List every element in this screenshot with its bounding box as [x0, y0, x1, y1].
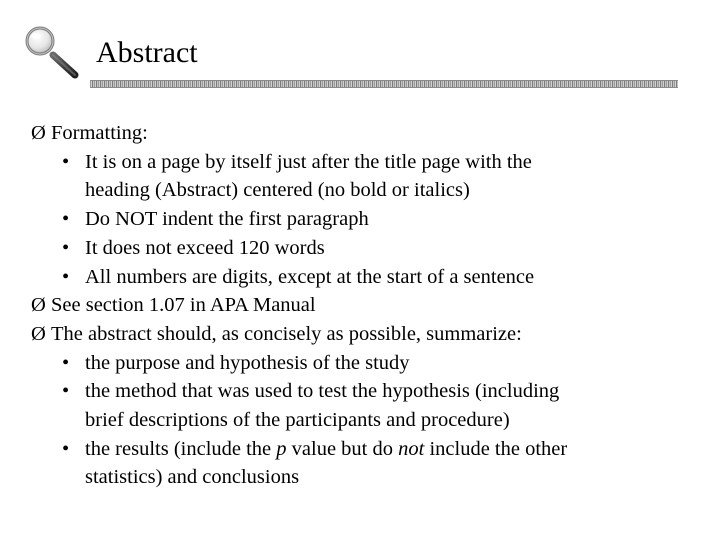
round-bullet-icon: • [62, 150, 70, 173]
sub-bullet: • the results (include the p value but do not include the other statistics) and conclusions [31, 435, 691, 492]
round-bullet-icon: • [62, 236, 70, 259]
sub-bullet: • All numbers are digits, except at the start of a sentence [31, 263, 691, 292]
round-bullet-icon: • [62, 265, 70, 288]
magnifying-glass-icon [22, 24, 82, 82]
sub-bullet: • It does not exceed 120 words [31, 234, 691, 263]
bullet-see-section: Ø See section 1.07 in APA Manual [31, 291, 691, 320]
bullet-formatting: Ø Formatting: [31, 119, 691, 148]
round-bullet-icon: • [62, 437, 70, 460]
bullet-abstract-summary: Ø The abstract should, as concisely as possible, summarize: [31, 320, 691, 349]
sub-bullet: • the purpose and hypothesis of the study [31, 349, 691, 378]
round-bullet-icon: • [62, 380, 70, 403]
round-bullet-icon: • [62, 351, 70, 374]
title-divider [90, 80, 678, 88]
round-bullet-icon: • [62, 208, 70, 231]
slide-title: Abstract [96, 36, 198, 69]
arrow-bullet-icon: Ø [31, 122, 46, 144]
arrow-bullet-icon: Ø [31, 322, 46, 345]
sub-bullet: • It is on a page by itself just after the title page with the heading (Abstract) centered (no bold or italics) [31, 148, 691, 205]
sub-bullet: • Do NOT indent the first paragraph [31, 205, 691, 234]
sub-bullet: • the method that was used to test the hypothesis (including brief descriptions of the participants and procedure) [31, 377, 691, 434]
slide-body [31, 119, 691, 492]
arrow-bullet-icon: Ø [31, 294, 46, 317]
